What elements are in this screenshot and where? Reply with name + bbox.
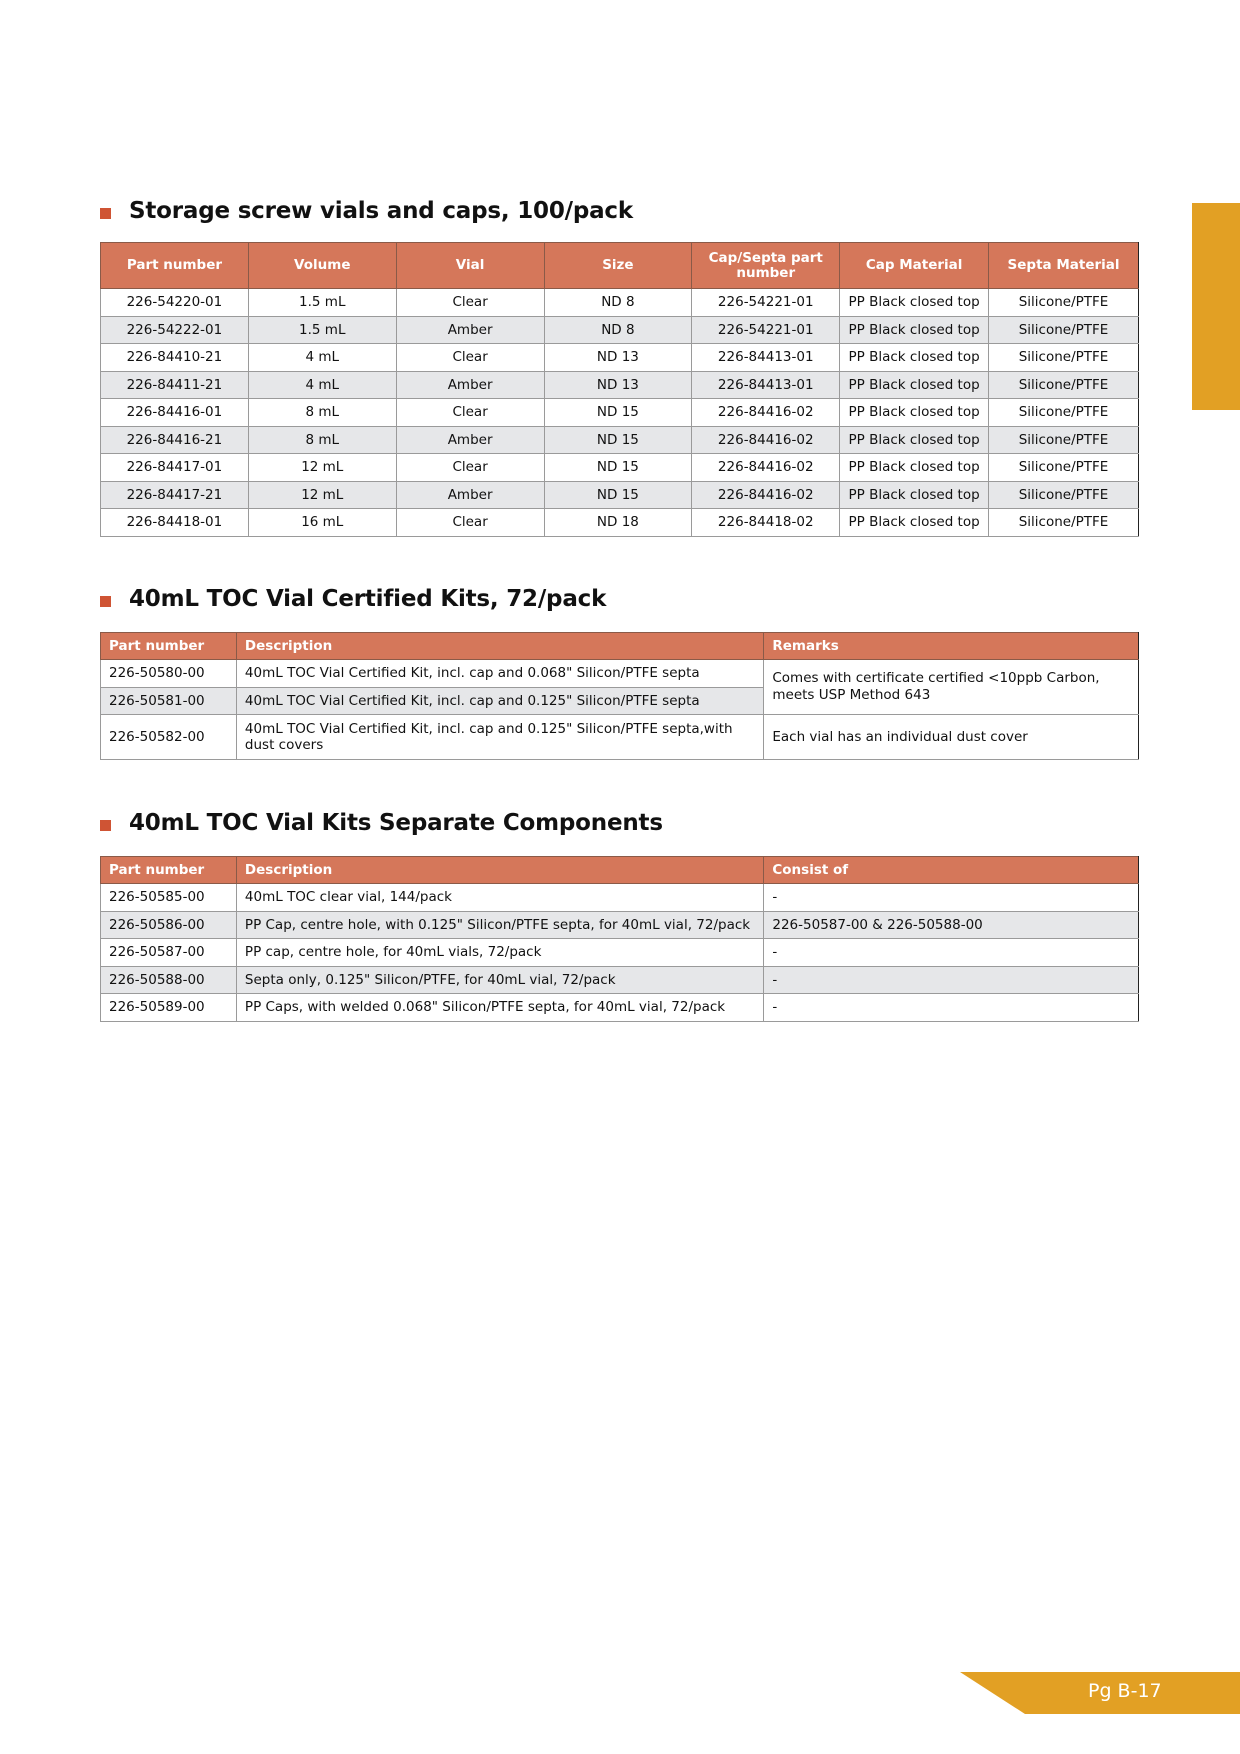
consist-of-cell: -	[764, 939, 1139, 967]
part-number-cell: 226-84417-21	[101, 481, 249, 509]
cap-material-cell: PP Black closed top	[840, 316, 989, 344]
remarks-cell: Each vial has an individual dust cover	[764, 715, 1139, 760]
table-row	[101, 454, 1139, 482]
table-row	[101, 911, 1139, 939]
column-header: Vial	[396, 243, 544, 289]
septa-material-cell: Silicone/PTFE	[989, 454, 1139, 482]
cap-part-cell: 226-84416-02	[692, 426, 840, 454]
remarks-cell: Comes with certificate certified <10ppb Carbon, meets USP Method 643	[764, 660, 1139, 715]
bullet-square-icon	[100, 208, 111, 219]
septa-material-cell: Silicone/PTFE	[989, 316, 1139, 344]
toc-certified-kits-table	[100, 632, 1139, 760]
vial-cell: Clear	[396, 289, 544, 317]
vial-cell: Clear	[396, 344, 544, 372]
bullet-square-icon	[100, 820, 111, 831]
table-row	[101, 399, 1139, 427]
section-title-toc-separate-components	[100, 810, 663, 836]
septa-material-cell: Silicone/PTFE	[989, 481, 1139, 509]
cap-part-cell: 226-84413-01	[692, 371, 840, 399]
part-number-cell: 226-54220-01	[101, 289, 249, 317]
volume-cell: 12 mL	[248, 481, 396, 509]
storage-vials-table	[100, 242, 1139, 537]
cap-material-cell: PP Black closed top	[840, 371, 989, 399]
table-row	[101, 509, 1139, 537]
table-row	[101, 994, 1139, 1022]
table-row	[101, 966, 1139, 994]
description-cell: 40mL TOC Vial Certified Kit, incl. cap and 0.068" Silicon/PTFE septa	[236, 660, 763, 688]
column-header: Size	[544, 243, 692, 289]
toc-separate-components-table	[100, 856, 1139, 1022]
part-number-cell: 226-84410-21	[101, 344, 249, 372]
consist-of-cell: -	[764, 994, 1139, 1022]
septa-material-cell: Silicone/PTFE	[989, 371, 1139, 399]
description-cell: PP cap, centre hole, for 40mL vials, 72/pack	[236, 939, 763, 967]
column-header: Remarks	[764, 633, 1139, 660]
septa-material-cell: Silicone/PTFE	[989, 509, 1139, 537]
part-number-cell: 226-50581-00	[101, 687, 237, 715]
part-number-cell: 226-50588-00	[101, 966, 237, 994]
table-row	[101, 939, 1139, 967]
column-header: Volume	[248, 243, 396, 289]
column-header: Cap Material	[840, 243, 989, 289]
table-row	[101, 371, 1139, 399]
volume-cell: 16 mL	[248, 509, 396, 537]
vial-cell: Clear	[396, 509, 544, 537]
vial-cell: Amber	[396, 371, 544, 399]
vial-cell: Amber	[396, 316, 544, 344]
consist-of-cell: 226-50587-00 & 226-50588-00	[764, 911, 1139, 939]
table-row	[101, 316, 1139, 344]
table-header-row	[101, 633, 1139, 660]
septa-material-cell: Silicone/PTFE	[989, 344, 1139, 372]
description-cell: PP Cap, centre hole, with 0.125" Silicon/PTFE septa, for 40mL vial, 72/pack	[236, 911, 763, 939]
cap-part-cell: 226-84416-02	[692, 481, 840, 509]
section-title-toc-certified-kits	[100, 586, 606, 612]
cap-part-cell: 226-84416-02	[692, 399, 840, 427]
part-number-cell: 226-54222-01	[101, 316, 249, 344]
volume-cell: 4 mL	[248, 371, 396, 399]
part-number-cell: 226-84411-21	[101, 371, 249, 399]
part-number-cell: 226-84416-01	[101, 399, 249, 427]
description-cell: 40mL TOC clear vial, 144/pack	[236, 884, 763, 912]
part-number-cell: 226-50587-00	[101, 939, 237, 967]
size-cell: ND 13	[544, 371, 692, 399]
septa-material-cell: Silicone/PTFE	[989, 426, 1139, 454]
table-header-row	[101, 243, 1139, 289]
consist-of-cell: -	[764, 884, 1139, 912]
size-cell: ND 15	[544, 426, 692, 454]
section-title-text: Storage screw vials and caps, 100/pack	[129, 198, 633, 224]
column-header: Description	[236, 633, 763, 660]
table-row	[101, 481, 1139, 509]
volume-cell: 8 mL	[248, 426, 396, 454]
section-title-text: 40mL TOC Vial Kits Separate Components	[129, 810, 663, 836]
part-number-cell: 226-50585-00	[101, 884, 237, 912]
column-header: Part number	[101, 633, 237, 660]
cap-material-cell: PP Black closed top	[840, 289, 989, 317]
description-cell: 40mL TOC Vial Certified Kit, incl. cap and 0.125" Silicon/PTFE septa	[236, 687, 763, 715]
cap-material-cell: PP Black closed top	[840, 426, 989, 454]
description-cell: PP Caps, with welded 0.068" Silicon/PTFE septa, for 40mL vial, 72/pack	[236, 994, 763, 1022]
cap-part-cell: 226-84418-02	[692, 509, 840, 537]
vial-cell: Amber	[396, 481, 544, 509]
vial-cell: Clear	[396, 454, 544, 482]
column-header: Part number	[101, 857, 237, 884]
cap-material-cell: PP Black closed top	[840, 481, 989, 509]
size-cell: ND 15	[544, 481, 692, 509]
part-number-cell: 226-50582-00	[101, 715, 237, 760]
page-number: Pg B-17	[1088, 1680, 1162, 1702]
septa-material-cell: Silicone/PTFE	[989, 399, 1139, 427]
table-row	[101, 289, 1139, 317]
volume-cell: 12 mL	[248, 454, 396, 482]
volume-cell: 8 mL	[248, 399, 396, 427]
bullet-square-icon	[100, 596, 111, 607]
cap-part-cell: 226-54221-01	[692, 316, 840, 344]
table-row	[101, 660, 1139, 688]
size-cell: ND 18	[544, 509, 692, 537]
size-cell: ND 8	[544, 316, 692, 344]
column-header: Septa Material	[989, 243, 1139, 289]
part-number-cell: 226-84417-01	[101, 454, 249, 482]
volume-cell: 1.5 mL	[248, 316, 396, 344]
column-header: Consist of	[764, 857, 1139, 884]
column-header: Description	[236, 857, 763, 884]
description-cell: 40mL TOC Vial Certified Kit, incl. cap and 0.125" Silicon/PTFE septa,with dust covers	[236, 715, 763, 760]
size-cell: ND 15	[544, 399, 692, 427]
vial-cell: Clear	[396, 399, 544, 427]
part-number-cell: 226-50586-00	[101, 911, 237, 939]
consist-of-cell: -	[764, 966, 1139, 994]
table-row	[101, 884, 1139, 912]
volume-cell: 4 mL	[248, 344, 396, 372]
size-cell: ND 8	[544, 289, 692, 317]
section-title-text: 40mL TOC Vial Certified Kits, 72/pack	[129, 586, 607, 612]
cap-material-cell: PP Black closed top	[840, 454, 989, 482]
column-header: Cap/Septa part number	[692, 243, 840, 289]
septa-material-cell: Silicone/PTFE	[989, 289, 1139, 317]
vial-cell: Amber	[396, 426, 544, 454]
cap-part-cell: 226-54221-01	[692, 289, 840, 317]
size-cell: ND 15	[544, 454, 692, 482]
cap-part-cell: 226-84416-02	[692, 454, 840, 482]
volume-cell: 1.5 mL	[248, 289, 396, 317]
cap-material-cell: PP Black closed top	[840, 344, 989, 372]
part-number-cell: 226-50589-00	[101, 994, 237, 1022]
cap-material-cell: PP Black closed top	[840, 509, 989, 537]
table-row	[101, 344, 1139, 372]
column-header: Part number	[101, 243, 249, 289]
chapter-side-tab	[1192, 203, 1240, 410]
part-number-cell: 226-50580-00	[101, 660, 237, 688]
cap-part-cell: 226-84413-01	[692, 344, 840, 372]
table-row	[101, 715, 1139, 760]
cap-material-cell: PP Black closed top	[840, 399, 989, 427]
description-cell: Septa only, 0.125" Silicon/PTFE, for 40mL vial, 72/pack	[236, 966, 763, 994]
size-cell: ND 13	[544, 344, 692, 372]
table-header-row	[101, 857, 1139, 884]
table-row	[101, 426, 1139, 454]
section-title-storage-vials	[100, 198, 633, 224]
part-number-cell: 226-84418-01	[101, 509, 249, 537]
part-number-cell: 226-84416-21	[101, 426, 249, 454]
